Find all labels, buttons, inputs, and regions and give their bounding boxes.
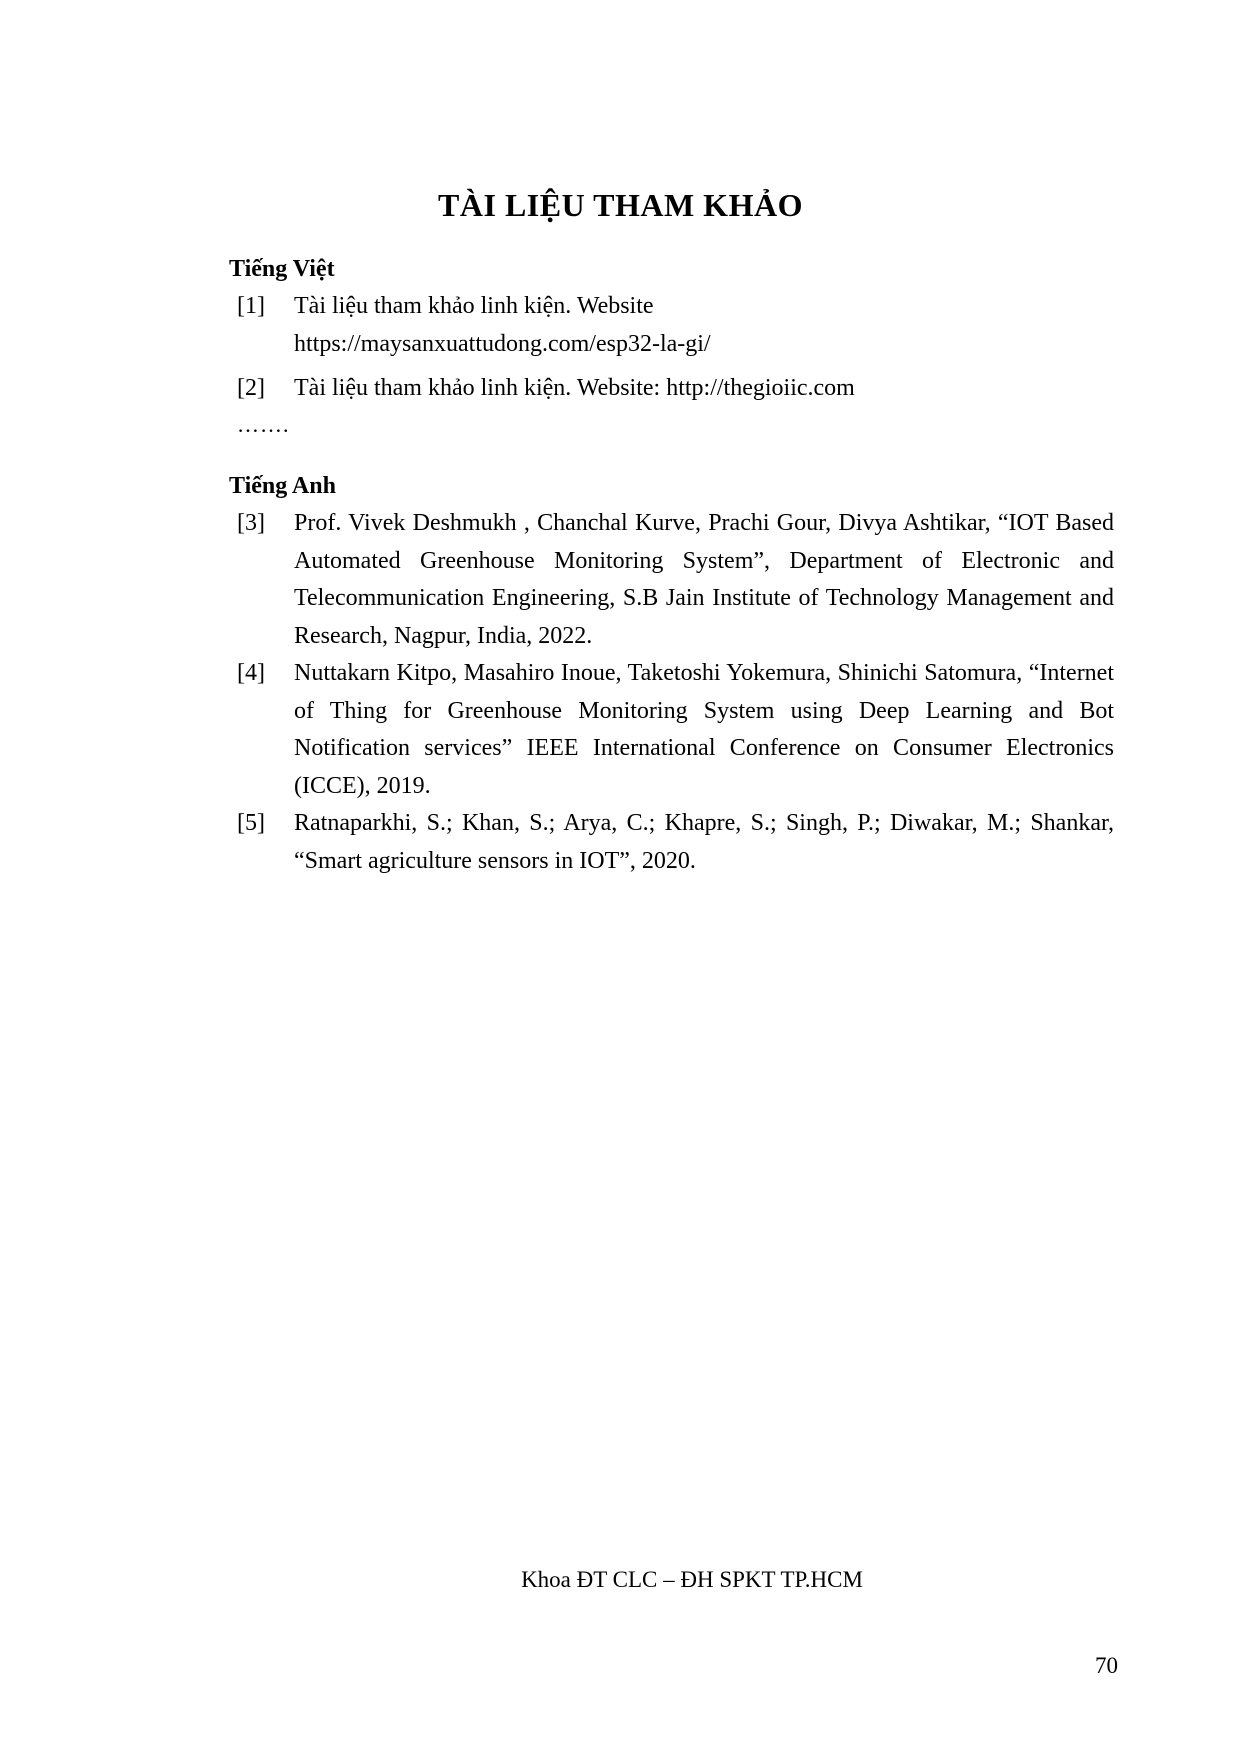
reference-number: [1]: [237, 293, 265, 319]
section-heading-vietnamese: Tiếng Việt: [229, 256, 335, 282]
reference-text: Tài liệu tham khảo linh kiện. Website https://maysanxuattudong.com/esp32-la-gi/: [294, 293, 711, 357]
reference-item: [237, 805, 1114, 880]
section-heading-english: Tiếng Anh: [229, 473, 336, 499]
reference-text: Prof. Vivek Deshmukh , Chanchal Kurve, Prachi Gour, Divya Ashtikar, “IOT Based Automated Greenhouse Monitoring System”, Department of Electronic and Telecommunication Engineering, S.B Jain Institute of Technology Management and Research, Nagpur, India, 2022.: [294, 510, 1114, 649]
reference-text: Ratnaparkhi, S.; Khan, S.; Arya, C.; Khapre, S.; Singh, P.; Diwakar, M.; Shankar, “Smart agriculture sensors in IOT”, 2020.: [294, 810, 1114, 874]
ellipsis-text: …….: [237, 412, 290, 437]
reference-number: [3]: [237, 510, 265, 536]
reference-text: Nuttakarn Kitpo, Masahiro Inoue, Taketoshi Yokemura, Shinichi Satomura, “Internet of Thing for Greenhouse Monitoring System using Deep Learning and Bot Notification services” IEEE International Conference on Consumer Electronics (ICCE), 2019.: [294, 660, 1114, 799]
reference-item: [237, 655, 1114, 805]
reference-number: [4]: [237, 660, 265, 686]
reference-item: [237, 505, 1114, 655]
page-title: TÀI LIỆU THAM KHẢO: [438, 187, 803, 223]
reference-item: [237, 288, 757, 363]
reference-item: [237, 370, 1114, 408]
reference-text: Tài liệu tham khảo linh kiện. Website: http://thegioiic.com: [294, 375, 855, 401]
page-number: 70: [1095, 1653, 1118, 1678]
reference-number: [5]: [237, 810, 265, 836]
reference-number: [2]: [237, 375, 265, 401]
page-footer: Khoa ĐT CLC – ĐH SPKT TP.HCM: [521, 1567, 863, 1592]
